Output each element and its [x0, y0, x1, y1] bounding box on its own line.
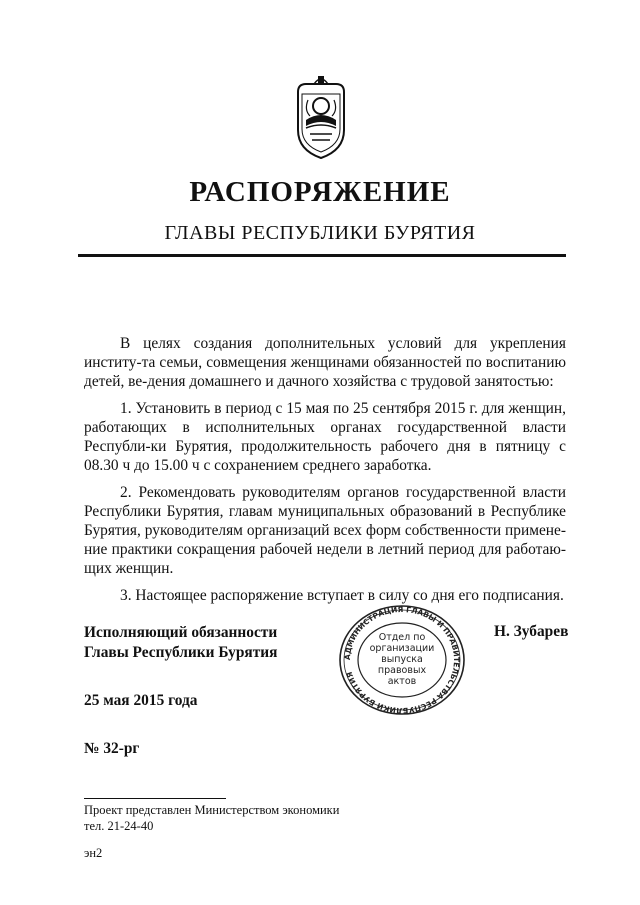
signatory-name: Н. Зубарев — [494, 623, 569, 640]
stamp-outer-text: АДМИНИСТРАЦИЯ ГЛАВЫ И ПРАВИТЕЛЬСТВА РЕСПУБЛИКИ БУРЯТИЯ — [342, 604, 462, 716]
body-paragraph-item-2: 2. Рекомендовать руководителям органов государственной власти Республики Бурятия, главам муниципальных образований в Республике Бурятия, руководителям организаций всех форм собственности примене-ние практики сокращения рабочей недели в летний период для работаю-щих женщин. — [84, 484, 566, 577]
document-body — [84, 334, 566, 613]
official-stamp — [338, 604, 466, 716]
document-number: № 32-рг — [84, 740, 140, 757]
document-subtitle: ГЛАВЫ РЕСПУБЛИКИ БУРЯТИЯ — [164, 222, 476, 244]
signatory-position-line2: Главы Республики Бурятия — [84, 644, 278, 661]
footnote-line-1: Проект представлен Министерством экономики — [84, 803, 340, 817]
body-paragraph-item-1: 1. Установить в период с 15 мая по 25 сентября 2015 г. для женщин, работающих в исполнительных органах государственной власти Республи-ки Бурятия, продолжительность рабочего дня в пятницу с 08.30 ч до 15.00 ч с сохранением среднего заработка. — [84, 400, 566, 474]
signatory-position — [84, 623, 278, 663]
footnote-line-2: тел. 21-24-40 — [84, 819, 154, 833]
stamp-line-5: актов — [387, 676, 417, 687]
signatory-position-line1: Исполняющий обязанности — [84, 624, 278, 641]
body-paragraph-preamble: В целях создания дополнительных условий для укрепления институ-та семьи, совмещения женщинами обязанностей по воспитанию детей, ве-дения домашнего и дачного хозяйства с трудовой занятостью: — [84, 335, 566, 390]
document-date: 25 мая 2015 года — [84, 692, 198, 709]
footnote — [84, 802, 339, 834]
stamp-line-2: организации — [369, 643, 435, 654]
stamp-line-1: Отдел по — [378, 632, 426, 643]
body-paragraph-item-3: 3. Настоящее распоряжение вступает в силу со дня его подписания. — [120, 587, 564, 604]
stamp-line-4: правовых — [377, 665, 427, 676]
executor-code: эн2 — [84, 846, 103, 860]
coat-of-arms-icon — [292, 72, 350, 162]
header-divider — [78, 254, 566, 257]
document-title: РАСПОРЯЖЕНИЕ — [189, 176, 451, 208]
stamp-line-3: выпуска — [381, 654, 423, 665]
footnote-divider — [84, 798, 226, 799]
